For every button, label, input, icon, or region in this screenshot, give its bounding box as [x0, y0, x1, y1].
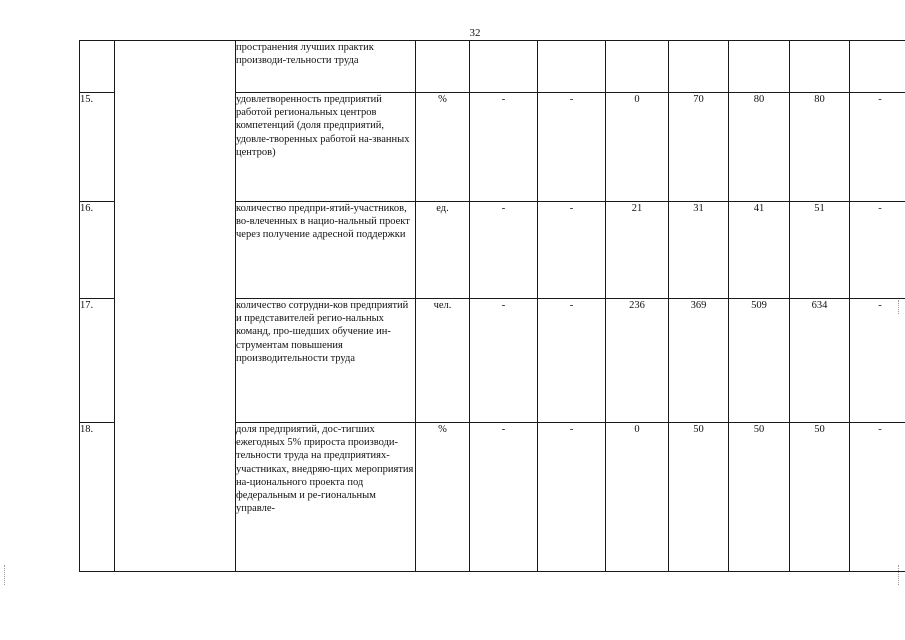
value-cell: -	[538, 299, 606, 423]
value-cell: -	[470, 299, 538, 423]
indicator-table	[79, 40, 905, 572]
row-number: 15.	[80, 93, 115, 202]
row-number	[80, 41, 115, 93]
unit-cell: ед.	[416, 202, 470, 299]
value-cell: 31	[669, 202, 729, 299]
unit-cell	[416, 41, 470, 93]
indicator-description: количество предпри-ятий-участников, во-влеченных в нацио-нальный проект через получение адресной поддержки	[236, 202, 416, 299]
value-cell: -	[538, 93, 606, 202]
value-cell: 50	[669, 423, 729, 572]
row-number: 18.	[80, 423, 115, 572]
unit-cell: %	[416, 423, 470, 572]
value-cell: -	[538, 202, 606, 299]
value-cell: 369	[669, 299, 729, 423]
value-cell: 70	[669, 93, 729, 202]
value-cell: -	[850, 299, 905, 423]
table-row	[80, 41, 905, 93]
value-cell	[850, 41, 905, 93]
value-cell	[729, 41, 790, 93]
scan-edge-mark	[4, 565, 7, 585]
value-cell: -	[850, 423, 905, 572]
indicator-description: доля предприятий, дос-тигших ежегодных 5% прироста производи-тельности труда на предприятиях-участниках, внедряю-щих мероприятия на-ционального проекта под федеральным и ре-гиональным управле-	[236, 423, 416, 572]
value-cell	[790, 41, 850, 93]
row-number: 16.	[80, 202, 115, 299]
value-cell: -	[850, 202, 905, 299]
value-cell: -	[470, 202, 538, 299]
indicator-description: удовлетворенность предприятий работой региональных центров компетенций (доля предприятий, удовле-творенных работой на-званных центров)	[236, 93, 416, 202]
value-cell: 51	[790, 202, 850, 299]
value-cell	[470, 41, 538, 93]
indicator-description: количество сотрудни-ков предприятий и представителей регио-нальных команд, про-шедших обучение ин-струментам повышения производительности труда	[236, 299, 416, 423]
value-cell: -	[850, 93, 905, 202]
page-number: 32	[469, 27, 481, 39]
value-cell	[669, 41, 729, 93]
value-cell: 0	[606, 423, 669, 572]
value-cell: 509	[729, 299, 790, 423]
value-cell: 50	[790, 423, 850, 572]
value-cell	[606, 41, 669, 93]
value-cell: 0	[606, 93, 669, 202]
value-cell: 21	[606, 202, 669, 299]
value-cell: 236	[606, 299, 669, 423]
value-cell: 50	[729, 423, 790, 572]
value-cell: 634	[790, 299, 850, 423]
value-cell: -	[538, 423, 606, 572]
value-cell: -	[470, 423, 538, 572]
merged-project-cell	[115, 41, 236, 572]
value-cell: -	[470, 93, 538, 202]
unit-cell: %	[416, 93, 470, 202]
value-cell	[538, 41, 606, 93]
row-number: 17.	[80, 299, 115, 423]
value-cell: 80	[790, 93, 850, 202]
scan-edge-mark	[898, 565, 901, 585]
unit-cell: чел.	[416, 299, 470, 423]
indicator-description: пространения лучших практик производи-тельности труда	[236, 41, 416, 93]
scan-edge-mark	[898, 300, 901, 314]
value-cell: 80	[729, 93, 790, 202]
value-cell: 41	[729, 202, 790, 299]
